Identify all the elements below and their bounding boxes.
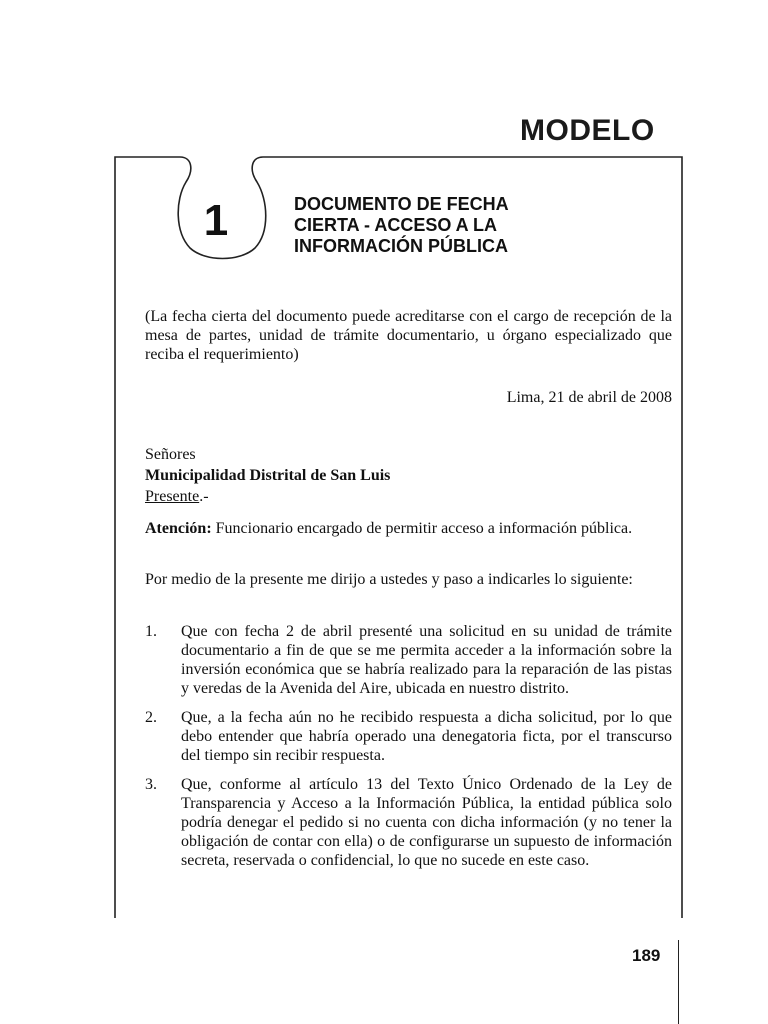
- attention-label: Atención:: [145, 520, 212, 537]
- model-number: 1: [203, 196, 229, 245]
- list-item: [145, 708, 672, 765]
- list-item-number: 2.: [145, 709, 157, 726]
- date-line: Lima, 21 de abril de 2008: [506, 389, 672, 406]
- attention-paragraph: [145, 519, 672, 538]
- list-item: [145, 622, 672, 698]
- instruction-note: (La fecha cierta del documento puede acreditarse con el cargo de recepción de la mesa de partes, unidad de trámite documentario, u órgano especializado que reciba el requerimiento): [145, 308, 672, 363]
- title-line: INFORMACIÓN PÚBLICA: [294, 236, 508, 256]
- list-item: [145, 775, 672, 870]
- presente-word: Presente: [145, 488, 200, 505]
- title-line: CIERTA - ACCESO A LA: [294, 215, 497, 235]
- list-item-text: Que, conforme al artículo 13 del Texto Único Ordenado de la Ley de Transparencia y Acceso a la Información Pública, la entidad pública solo podría denegar el pedido si no cuenta con dicha información (y no tener la obligación de contar con ella) o de configurarse un supuesto de información secreta, reservada o confidencial, lo que no sucede en este caso.: [181, 776, 672, 869]
- addressee-block: [145, 444, 390, 507]
- list-item-number: 3.: [145, 776, 157, 793]
- entity-name: Municipalidad Distrital de San Luis: [145, 467, 391, 484]
- attention-text: Funcionario encargado de permitir acceso a información pública.: [211, 520, 633, 537]
- page-number: 189: [632, 946, 661, 965]
- intro-paragraph: Por medio de la presente me dirijo a ustedes y paso a indicarles lo siguiente:: [145, 571, 633, 588]
- numbered-list: [145, 622, 672, 880]
- page-rule: [678, 940, 679, 1024]
- list-item-text: Que con fecha 2 de abril presenté una solicitud en su unidad de trámite documentario a fin de que se me permita acceder a la información sobre la inversión económica que se habría realizado para la reparación de las pistas y veredas de la Avenida del Aire, ubicada en nuestro distrito.: [181, 623, 672, 697]
- list-item-number: 1.: [145, 623, 157, 640]
- presente-line: [145, 486, 390, 507]
- presente-suffix: .-: [199, 488, 209, 505]
- document-title: [294, 194, 509, 257]
- section-label: MODELO: [520, 114, 655, 147]
- salutation: Señores: [145, 446, 196, 463]
- title-line: DOCUMENTO DE FECHA: [294, 194, 509, 214]
- list-item-text: Que, a la fecha aún no he recibido respuesta a dicha solicitud, por lo que debo entender que habría operado una denegatoria ficta, por el transcurso del tiempo sin recibir respuesta.: [181, 709, 672, 764]
